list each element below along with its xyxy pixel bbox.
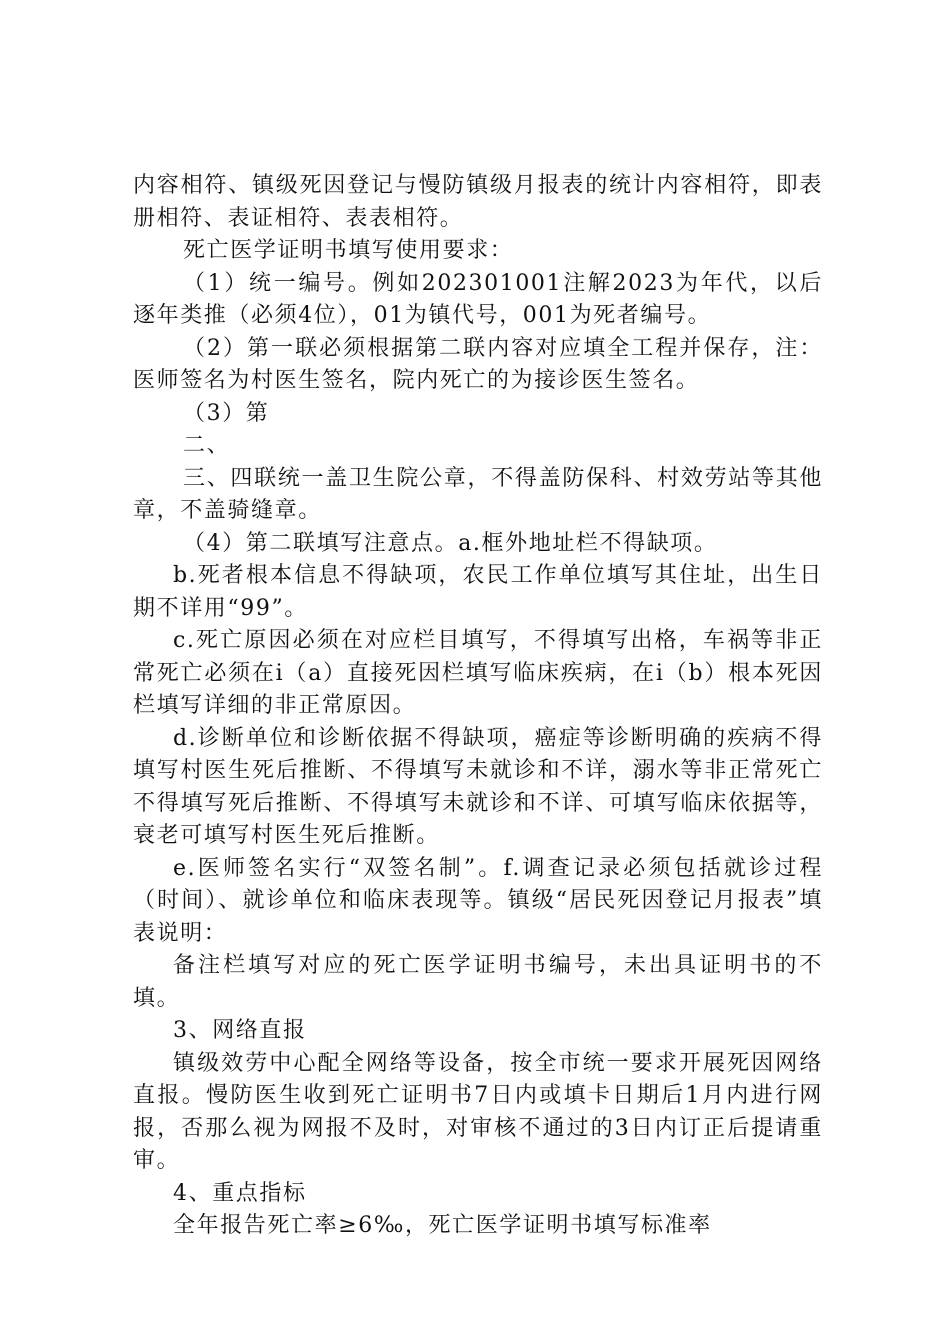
paragraph-continuation: 内容相符、镇级死因登记与慢防镇级月报表的统计内容相符，即表册相符、表证相符、表表相符。 <box>133 173 823 231</box>
paragraph-item-1: （1）统一编号。例如202301001注解2023为年代，以后逐年类推（必须4位），01为镇代号，001为死者编号。 <box>133 270 823 328</box>
paragraph-item-b: b.死者根本信息不得缺项，农民工作单位填写其住址，出生日期不详用“99”。 <box>133 563 823 621</box>
paragraph-item-c: c.死亡原因必须在对应栏目填写，不得填写出格，车祸等非正常死亡必须在ⅰ（a）直接死因栏填写临床疾病，在ⅰ（b）根本死因栏填写详细的非正常原因。 <box>133 628 823 718</box>
section-heading-key-indicators: 4、重点指标 <box>173 1180 307 1206</box>
paragraph-item-e-f: e.医师签名实行“双签名制”。f.调查记录必须包括就诊过程（时间）、就诊单位和临床表现等。镇级“居民死因登记月报表”填表说明： <box>133 855 823 946</box>
paragraph-key-indicators: 全年报告死亡率≥6‰，死亡医学证明书填写标准率 <box>173 1213 712 1238</box>
paragraph-remarks: 备注栏填写对应的死亡医学证明书编号，未出具证明书的不填。 <box>133 953 823 1011</box>
paragraph-item-4: （4）第二联填写注意点。a.框外地址栏不得缺项。 <box>183 530 718 556</box>
paragraph-item-2: （2）第一联必须根据第二联内容对应填全工程并保存，注：医师签名为村医生签名，院内死亡的为接诊医生签名。 <box>133 335 823 393</box>
paragraph-network-reporting: 镇级效劳中心配全网络等设备，按全市统一要求开展死因网络直报。慢防医生收到死亡证明书7日内或填卡日期后1月内进行网报，否那么视为网报不及时，对审核不通过的3日内订正后提请重审。 <box>133 1050 823 1173</box>
paragraph-item-d: d.诊断单位和诊断依据不得缺项，癌症等诊断明确的疾病不得填写村医生死后推断、不得填写未就诊和不详，溺水等非正常死亡不得填写死后推断、不得填写未就诊和不详、可填写临床依据等，衰老可填写村医生死后推断。 <box>133 725 823 848</box>
paragraph-stamp-rule: 三、四联统一盖卫生院公章，不得盖防保科、村效劳站等其他章，不盖骑缝章。 <box>133 465 823 523</box>
paragraph-requirements-heading: 死亡医学证明书填写使用要求： <box>183 238 514 263</box>
document-body <box>133 170 823 1243</box>
paragraph-fragment: 二、 <box>183 433 231 458</box>
paragraph-item-3: （3）第 <box>183 400 270 426</box>
section-heading-network-reporting: 3、网络直报 <box>173 1018 307 1043</box>
